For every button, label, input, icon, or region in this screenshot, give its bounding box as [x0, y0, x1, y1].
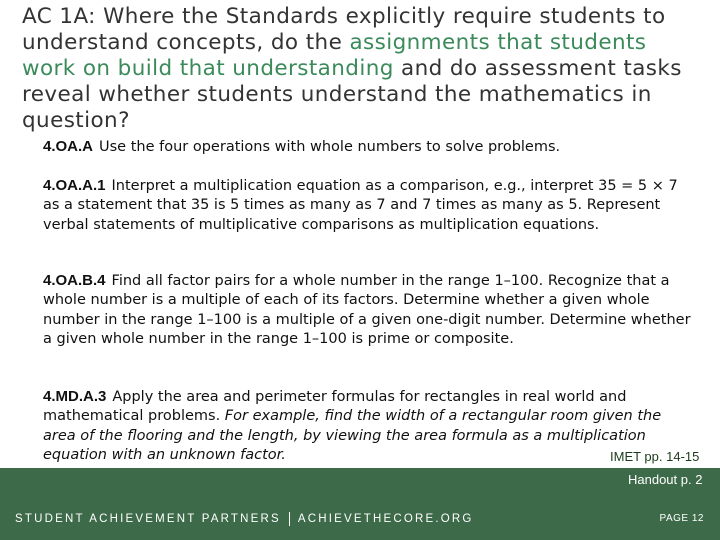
imet-reference: IMET pp. 14-15	[606, 447, 703, 466]
standard-code: 4.MD.A.3	[43, 388, 107, 405]
footer-strip	[0, 468, 720, 496]
footer-branding	[15, 512, 474, 526]
standard-text: Apply the area and perimeter formulas for rectangles in real world and mathematical problems.	[43, 389, 627, 425]
standard-example: For example, find the width of a rectangular room given the area of the flooring and the length, by viewing the area formula as a multiplication equation with an unknown factor.	[43, 408, 662, 463]
title-part2: and do assessment tasks reveal whether students understand the mathematics in question?	[22, 56, 682, 133]
standard-4-md-a-3	[43, 387, 693, 465]
standard-code: 4.OA.A	[43, 138, 94, 155]
page-number: PAGE 12	[659, 513, 704, 524]
org-name: STUDENT ACHIEVEMENT PARTNERS	[15, 513, 281, 526]
footer-divider	[289, 512, 290, 526]
standard-code: 4.OA.B.4	[43, 272, 106, 289]
title-part1: AC 1A: Where the Standards explicitly require students to understand concepts, do the	[22, 4, 666, 55]
page-title	[22, 4, 702, 134]
standard-code: 4.OA.A.1	[43, 177, 106, 194]
standard-text: Find all factor pairs for a whole number in the range 1–100. Recognize that a whole number is a multiple of each of its factors. Determine whether a given whole number in the range 1–100 is a multiple of a given one-digit number. Determine whether a given whole number in the range 1–100 is prime or composite.	[43, 273, 691, 347]
handout-reference: Handout p. 2	[628, 472, 703, 487]
standard-4-oa-b-4	[43, 271, 693, 349]
standard-text: Interpret a multiplication equation as a comparison, e.g., interpret 35 = 5 × 7 as a statement that 35 is 5 times as many as 7 and 7 times as many as 5. Represent verbal statements of multiplicative comparisons as multiplication equations.	[43, 178, 678, 233]
standard-4-oa-a	[43, 137, 693, 157]
footer-bar	[0, 496, 720, 540]
site-name: ACHIEVETHECORE.ORG	[297, 513, 474, 526]
standard-text: Use the four operations with whole numbers to solve problems.	[99, 139, 561, 155]
title-highlight: assignments that students work on build that understanding	[22, 30, 647, 81]
standard-4-oa-a-1	[43, 176, 693, 235]
